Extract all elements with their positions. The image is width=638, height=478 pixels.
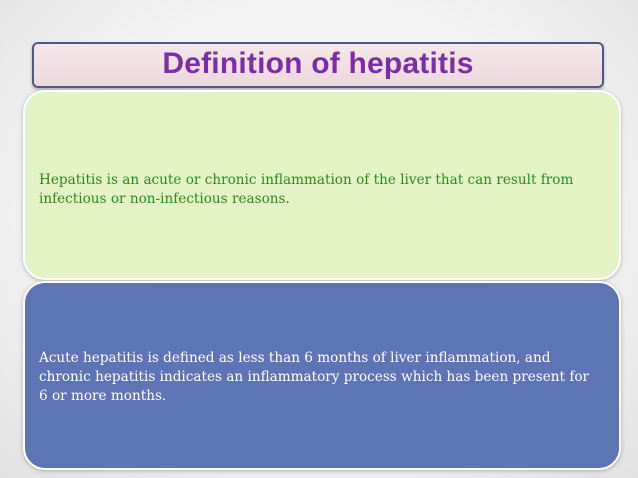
title-banner — [32, 42, 604, 88]
definition-box — [23, 90, 621, 280]
duration-box — [23, 281, 621, 470]
definition-text: Hepatitis is an acute or chronic inflammation of the liver that can result from infectious or non-infectious reasons. — [39, 172, 574, 207]
slide-title: Definition of hepatitis — [162, 47, 474, 80]
duration-text: Acute hepatitis is defined as less than 6 months of liver inflammation, and chronic hepatitis indicates an inflammatory process which has been present for 6 or more months. — [39, 350, 590, 404]
